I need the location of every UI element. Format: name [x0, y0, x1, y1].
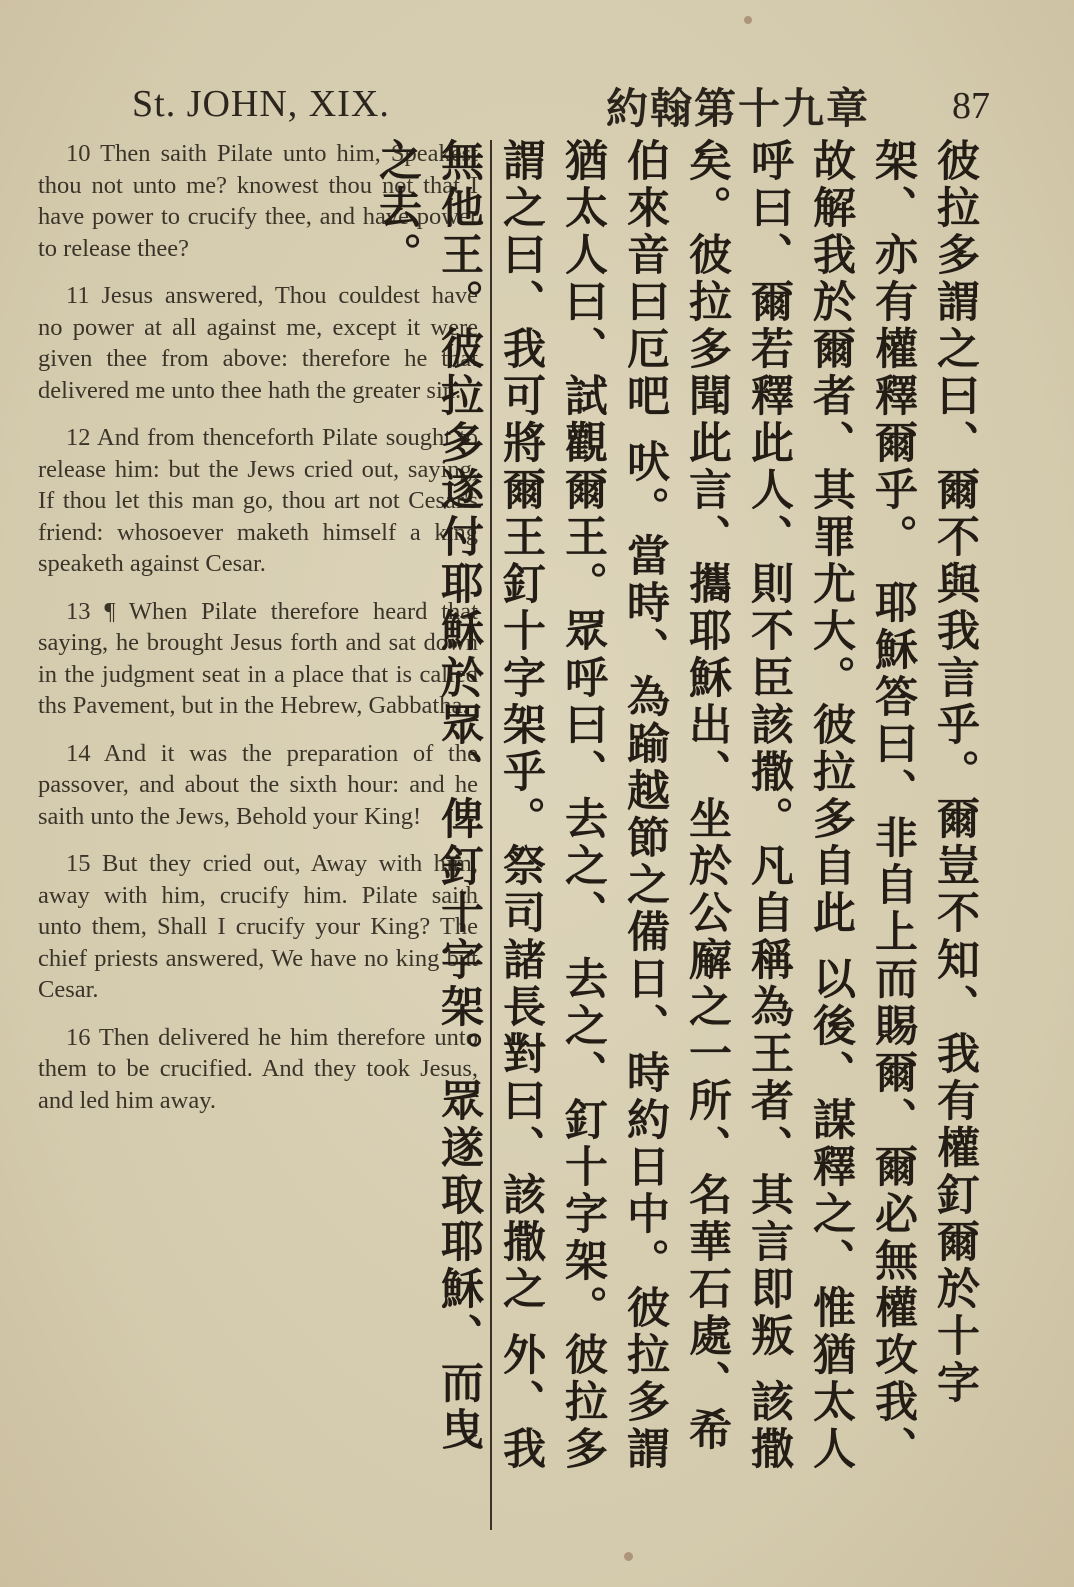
verse-13-english: 13 ¶ When Pilate therefore heard that saying, he brought Jesus forth and sat down in the judgment seat in a place that is called ths Pavement, but in the Hebrew, Gabbatha. — [38, 597, 478, 719]
english-text-column — [38, 138, 478, 1132]
page-number: 87 — [952, 85, 990, 127]
paper-foxing-spot — [624, 1552, 633, 1561]
chinese-line: 以後、謀釋之、惟猶太人呼曰、爾若釋此人、則不臣該撒。凡自稱為王者、其言即叛 — [744, 138, 856, 1473]
verse-12-english: 12 And from thenceforth Pilate sought to release him: but the Jews cried out, saying, If thou let this man go, thou art not Cesar's friend: whosoever maketh himself a king speaketh against Cesar. — [38, 424, 478, 577]
chinese-line: 彼拉多謂之曰、爾不與我言乎。爾豈不知、我有權釘爾於十字架、亦有權釋爾乎。 — [868, 138, 980, 1407]
verse-16-english: 16 Then delivered he him therefore unto them to be crucified. And they took Jesus, and led him away. — [38, 1023, 478, 1114]
chinese-line: 去之、釘十字架。彼拉多謂之曰、我可將爾王釘十字架乎。祭司諸長對曰、該撒之 — [496, 138, 608, 1473]
chinese-text-column — [372, 138, 986, 1498]
chinese-line: 吠。當時、為踰越節之備日、時約日中。彼拉多謂猶太人曰、試觀爾王。眾呼曰、去之、 — [558, 138, 670, 1473]
chinese-line: 耶穌答曰、非自上而賜爾、爾必無權攻我、故解我於爾者、其罪尤大。彼拉多自此 — [806, 138, 918, 1473]
running-head-english: St. JOHN, XIX. — [132, 83, 390, 125]
verse-10-english: 10 Then saith Pilate unto him, Speakest thou not unto me? knowest thou not that I have power to crucify thee, and have power to release thee? — [38, 140, 478, 262]
chinese-line: 外、我無他王。彼拉多遂付耶穌於眾、俾釘十字架。眾遂取耶穌、而曳之去。 — [372, 138, 546, 1473]
running-head-chinese: 約翰第十九章 — [606, 84, 871, 133]
verse-15-english: 15 But they cried out, Away with him, away with him, crucify him. Pilate saith unto them, Shall I crucify your King? The chief priests answered, We have no king but Cesar. — [38, 850, 478, 1003]
paper-foxing-spot — [744, 16, 752, 24]
verse-11-english: 11 Jesus answered, Thou couldest have no power at all against me, except it were given thee from above: therefore he that delivered me unto thee hath the greater sin. — [38, 282, 478, 404]
verse-14-english: 14 And it was the preparation of the passover, and about the sixth hour: and he saith unto the Jews, Behold your King! — [38, 739, 478, 830]
chinese-line: 該撒矣。彼拉多聞此言、攜耶穌出、坐於公廨之一所、名華石處、希伯來音曰厄吧 — [620, 138, 794, 1473]
